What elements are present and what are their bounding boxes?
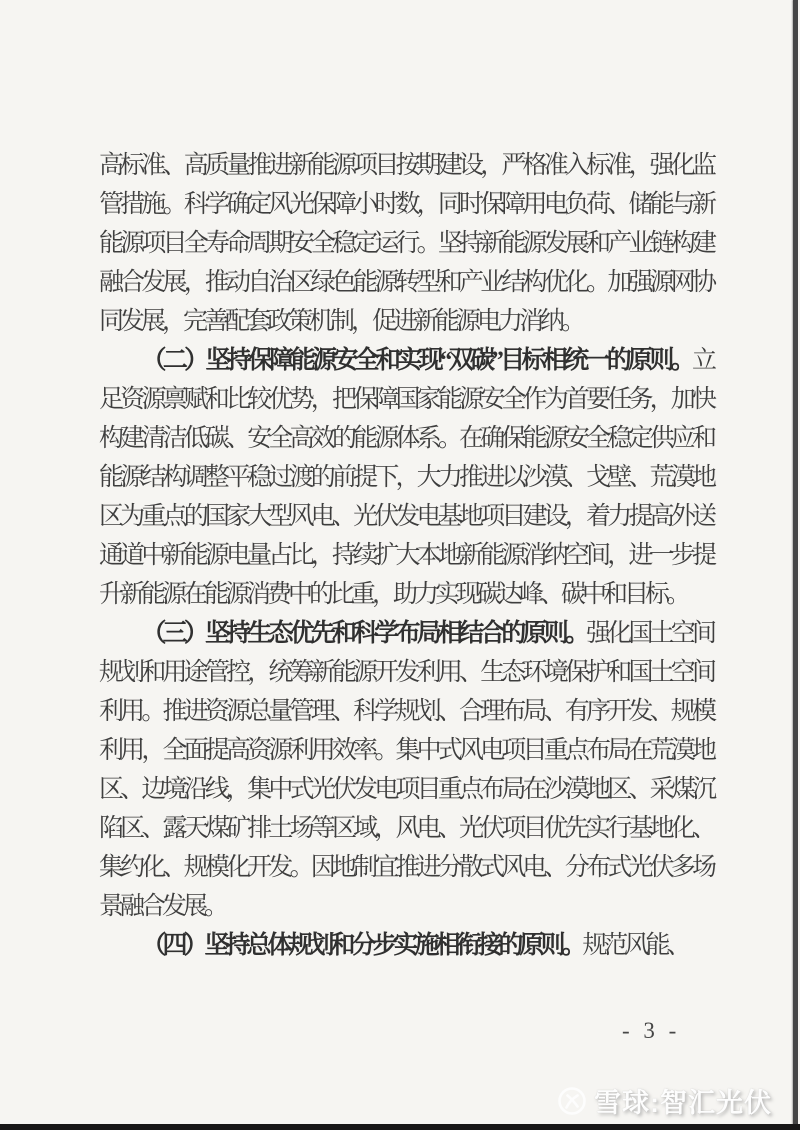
- paragraph: [99, 926, 713, 965]
- principle-heading-segment: （四）坚持总体规划和分步实施相衔接的原则。: [141, 932, 583, 959]
- text-segment: 立足资源禀赋和比较优势，把保障国家能源安全作为首要任务，加快构建清洁低碳、安全高效的能源体系。在确保能源安全稳定供应和能源结构调整平稳过渡的前提下，大力推进以沙漠、戈壁、荒漠地区为重点的国家大型风电、光伏发电基地项目建设，着力提高外送通道中新能源电量占比，持续扩大本地新能源消纳空间，进一步提升新能源在能源消费中的比重，助力实现碳达峰、碳中和目标。: [99, 347, 713, 608]
- text-segment: 强化国土空间规划和用途管控，统筹新能源开发利用、生态环境保护和国土空间利用。推进资源总量管理、科学规划、合理布局、有序开发、规模利用，全面提高资源利用效率。集中式风电项目重点布局在荒漠地区、边境沿线，集中式光伏发电项目重点布局在沙漠地区、采煤沉陷区、露天煤矿排土场等区域，风电、光伏项目优先实行基地化、集约化、规模化开发。因地制宜推进分散式风电、分布式光伏多场景融合发展。: [99, 620, 713, 920]
- page-number: - 3 -: [622, 1018, 681, 1043]
- xueqiu-logo-icon: [557, 1086, 587, 1116]
- document-body: [99, 146, 713, 965]
- principle-heading-segment: （三）坚持生态优先和科学布局相结合的原则。: [141, 620, 587, 647]
- text-segment: 规范风能、: [582, 932, 688, 959]
- paragraph: [99, 614, 713, 926]
- principle-heading-segment: （二）坚持保障能源安全和实现“双碳”目标相统一的原则。: [141, 347, 692, 374]
- scan-edge-bottom: [0, 1124, 800, 1130]
- watermark-label: 雪球:智汇光伏: [594, 1088, 772, 1118]
- scan-edge-right: [793, 0, 798, 1130]
- watermark: [557, 1081, 772, 1120]
- paragraph: [99, 146, 713, 341]
- paragraph: [99, 341, 713, 614]
- text-segment: 高标准、高质量推进新能源项目按期建设，严格准入标准，强化监管措施。科学确定风光保障小时数，同时保障用电负荷、储能与新能源项目全寿命周期安全稳定运行。坚持新能源发展和产业链构建融合发展，推动自治区绿色能源转型和产业结构优化。加强源网协同发展，完善配套政策机制，促进新能源电力消纳。: [99, 152, 713, 335]
